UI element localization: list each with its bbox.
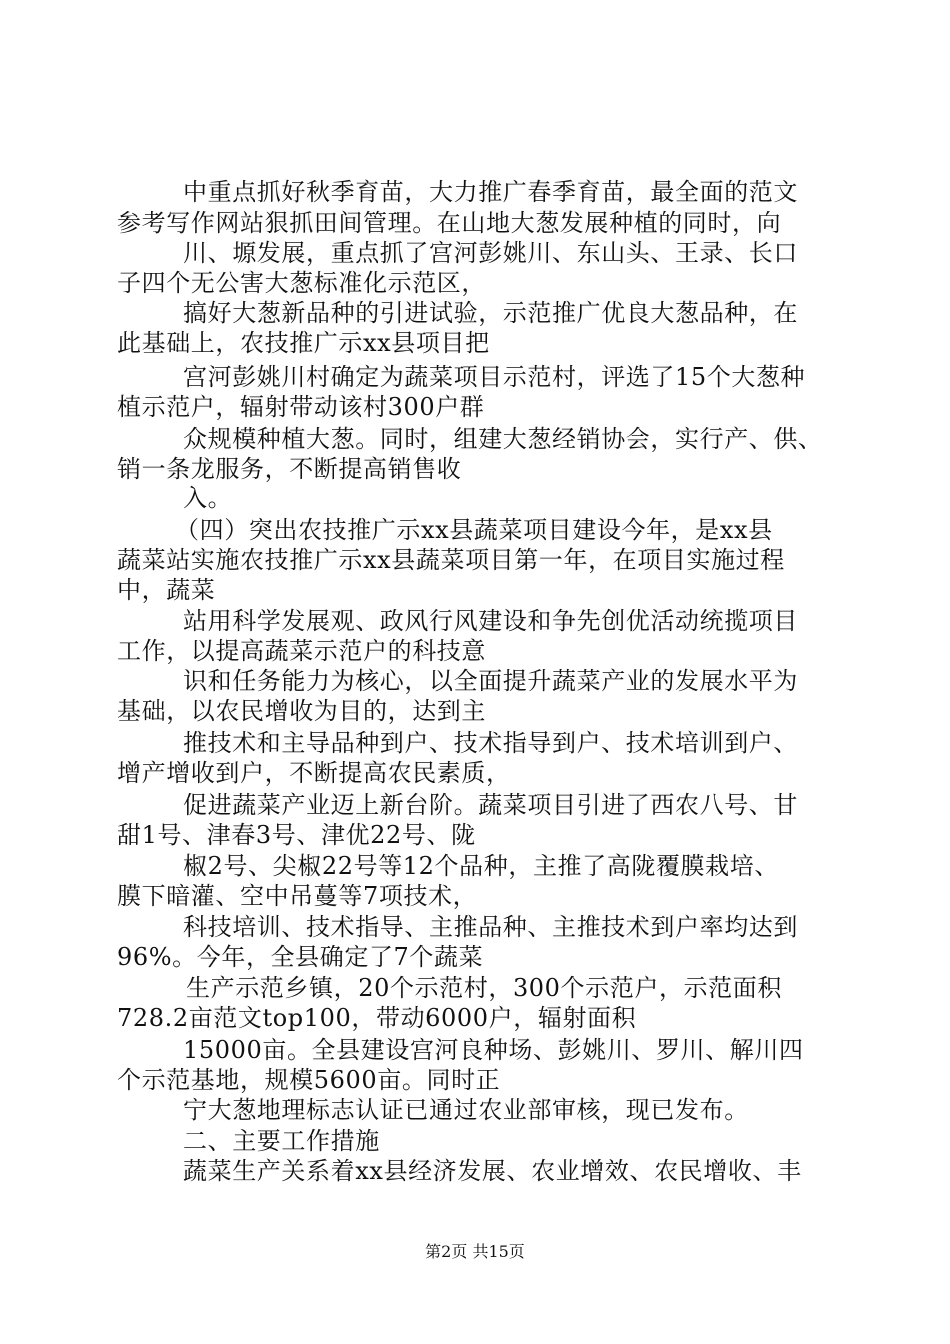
text-line: 站用科学发展观、政风行风建设和争先创优活动统揽项目 (183, 607, 798, 635)
text-line: 蔬菜生产关系着xx县经济发展、农业增效、农民增收、丰 (183, 1157, 802, 1185)
text-line: 科技培训、技术指导、主推品种、主推技术到户率均达到 (183, 913, 798, 941)
text-line: 个示范基地，规模5600亩。同时正 (117, 1066, 501, 1094)
text-line: 中重点抓好秋季育苗，大力推广春季育苗，最全面的范文 (183, 178, 798, 206)
text-line: 工作，以提高蔬菜示范户的科技意 (117, 637, 486, 665)
text-line: 728.2亩范文top100，带动6000户，辐射面积 (117, 1004, 637, 1032)
text-line: 促进蔬菜产业迈上新台阶。蔬菜项目引进了西农八号、甘 (183, 791, 798, 819)
text-line: 甜1号、津春3号、津优22号、陇 (117, 821, 476, 849)
text-line: 增产增收到户，不断提高农民素质， (117, 759, 511, 787)
text-line: 搞好大葱新品种的引进试验，示范推广优良大葱品种，在 (183, 299, 798, 327)
text-line: 参考写作网站狠抓田间管理。在山地大葱发展种植的同时，向 (117, 209, 782, 237)
text-line: 识和任务能力为核心，以全面提升蔬菜产业的发展水平为 (183, 667, 798, 695)
text-line: （四）突出农技推广示xx县蔬菜项目建设今年，是xx县 (175, 516, 773, 544)
text-line: 15000亩。全县建设宫河良种场、彭姚川、罗川、解川四 (183, 1036, 804, 1064)
text-line: 植示范户，辐射带动该村300户群 (117, 393, 485, 421)
text-line: 96%。今年，全县确定了7个蔬菜 (117, 943, 484, 971)
text-line: 宫河彭姚川村确定为蔬菜项目示范村，评选了15个大葱种 (183, 363, 806, 391)
text-line: 椒2号、尖椒22号等12个品种，主推了高陇覆膜栽培、 (183, 852, 779, 880)
text-line: 蔬菜站实施农技推广示xx县蔬菜项目第一年，在项目实施过程 (117, 546, 785, 574)
text-line: 宁大葱地理标志认证已通过农业部审核，现已发布。 (183, 1096, 749, 1124)
text-line: 销一条龙服务，不断提高销售收 (117, 455, 462, 483)
text-line: 此基础上，农技推广示xx县项目把 (117, 329, 490, 357)
text-line: 入。 (183, 484, 233, 512)
text-line: 推技术和主导品种到户、技术指导到户、技术培训到户、 (183, 729, 798, 757)
text-line: 众规模种植大葱。同时，组建大葱经销协会，实行产、供、 (183, 425, 823, 453)
text-line: 生产示范乡镇，20个示范村，300个示范户，示范面积 (186, 974, 782, 1002)
text-line: 膜下暗灌、空中吊蔓等7项技术， (117, 882, 478, 910)
text-line: 川、塬发展，重点抓了宫河彭姚川、东山头、王录、长口 (183, 239, 798, 267)
section-heading: 二、主要工作措施 (183, 1127, 380, 1155)
text-line: 子四个无公害大葱标准化示范区， (117, 269, 486, 297)
text-line: 中，蔬菜 (117, 576, 216, 604)
text-line: 基础，以农民增收为目的，达到主 (117, 697, 486, 725)
page-number-footer: 第2页 共15页 (425, 1242, 525, 1261)
